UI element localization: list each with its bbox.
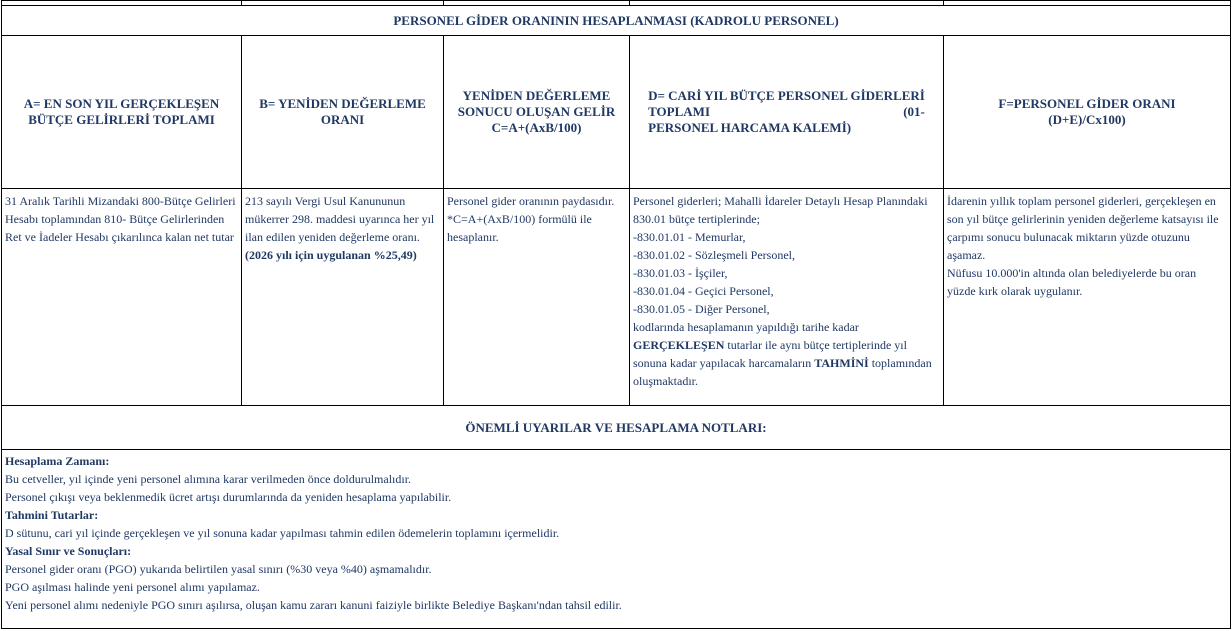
cell-d xyxy=(630,189,944,406)
header-f xyxy=(944,36,1231,189)
notes-title-row xyxy=(2,406,1231,450)
header-b: B= YENİDEN DEĞERLEME ORANI xyxy=(242,36,444,189)
cell-f-p2: Nüfusu 10.000'in altında olan belediyelerde bu oran yüzde kırk olarak uygulanır. xyxy=(947,266,1197,298)
cell-d-item-4: -830.01.04 - Geçici Personel, xyxy=(633,284,774,298)
cell-f xyxy=(944,189,1231,406)
notes-body xyxy=(2,450,1231,629)
notes-legal-line-1: Personel gider oranı (PGO) yukarıda belirtilen yasal sınırı (%30 veya %40) aşmamalıdır. xyxy=(5,562,432,576)
notes-legal-line-3: Yeni personel alımı nedeniyle PGO sınırı aşılırsa, oluşan kamu zararı kanuni faiziyle birlikte Belediye Başkanı'ndan tahsil edilir. xyxy=(5,598,622,612)
cell-c-line2: *C=A+(AxB/100) formülü ile hesaplanır. xyxy=(447,212,592,244)
cell-b-bold: (2026 yılı için uygulanan %25,49) xyxy=(245,248,417,262)
cell-d-item-3: -830.01.03 - İşçiler, xyxy=(633,266,728,280)
cell-c xyxy=(444,189,630,406)
header-c-line1: YENİDEN DEĞERLEME SONUCU OLUŞAN GELİR xyxy=(457,88,616,119)
cell-d-item-2: -830.01.02 - Sözleşmeli Personel, xyxy=(633,248,795,262)
notes-title: ÖNEMLİ UYARILAR VE HESAPLAMA NOTLARI: xyxy=(2,406,1231,450)
cell-d-item-5: -830.01.05 - Diğer Personel, xyxy=(633,302,770,316)
notes-section-legal-title: Yasal Sınır ve Sonuçları: xyxy=(5,544,132,558)
header-d-line2 xyxy=(648,104,925,120)
cell-d-bold-realized: GERÇEKLEŞEN xyxy=(633,338,725,352)
header-c-line2: C=A+(AxB/100) xyxy=(491,120,582,135)
cell-d-intro: Personel giderleri; Mahalli İdareler Detaylı Hesap Planındaki 830.01 bütçe tertiplerinde; xyxy=(633,194,928,226)
header-d-line3: PERSONEL HARCAMA KALEMİ) xyxy=(648,120,852,135)
header-a: A= EN SON YIL GERÇEKLEŞEN BÜTÇE GELİRLERİ TOPLAMI xyxy=(2,36,242,189)
cell-b xyxy=(242,189,444,406)
header-f-line1: F=PERSONEL GİDER ORANI xyxy=(998,96,1176,111)
notes-section-timing-title: Hesaplama Zamanı: xyxy=(5,454,110,468)
header-d-line2a: TOPLAMI xyxy=(648,104,711,119)
cell-d-paragraph xyxy=(633,338,932,388)
cell-d-tail2: tutarlar ile aynı bütçe tertiplerinde yıl sonuna kadar yapılacak harcamaların xyxy=(633,338,907,370)
notes-timing-line-1: Bu cetveller, yıl içinde yeni personel alımına karar verilmeden önce doldurulmalıdır. xyxy=(5,472,412,486)
header-row xyxy=(2,36,1231,189)
cell-d-item-1: -830.01.01 - Memurlar, xyxy=(633,230,746,244)
cell-f-p1: İdarenin yıllık toplam personel giderleri, gerçekleşen en son yıl bütçe gelirlerinin yeniden değerleme katsayısı ile çarpımı sonucu bulunacak miktarın yüzde otuzunu aşamaz. xyxy=(947,194,1219,262)
notes-row xyxy=(2,450,1231,629)
notes-legal-line-2: PGO aşılması halinde yeni personel alımı yapılamaz. xyxy=(5,580,260,594)
table-title: PERSONEL GİDER ORANININ HESAPLANMASI (KADROLU PERSONEL) xyxy=(2,6,1231,36)
header-d-block xyxy=(648,88,925,136)
notes-estimates-line-1: D sütunu, cari yıl içinde gerçekleşen ve yıl sonuna kadar yapılması tahmin edilen ödemelerin toplamını içermelidir. xyxy=(5,526,560,540)
notes-timing-line-2: Personel çıkışı veya beklenmedik ücret artışı durumlarında da yeniden hesaplama yapılabilir. xyxy=(5,490,452,504)
cell-d-tail3: toplamından oluşmaktadır. xyxy=(633,356,932,388)
cell-d-bold-estimated: TAHMİNİ xyxy=(814,356,869,370)
notes-section-estimates-title: Tahmini Tutarlar: xyxy=(5,508,99,522)
cell-c-line1: Personel gider oranının paydasıdır. xyxy=(447,194,615,208)
header-f-line2: (D+E)/Cx100) xyxy=(1048,112,1126,127)
personnel-expense-table xyxy=(1,0,1231,629)
cell-a: 31 Aralık Tarihli Mizandaki 800-Bütçe Gelirleri Hesabı toplamından 810- Bütçe Gelirlerinden Ret ve İadeler Hesabı çıkarılınca kalan net tutar xyxy=(2,189,242,406)
cell-d-tail1: kodlarında hesaplamanın yapıldığı tarihe kadar xyxy=(633,320,859,334)
title-row xyxy=(2,6,1231,36)
header-d-line2b: (01- xyxy=(903,104,925,119)
header-c xyxy=(444,36,630,189)
header-d xyxy=(630,36,944,189)
description-row xyxy=(2,189,1231,406)
header-d-line1: D= CARİ YIL BÜTÇE PERSONEL GİDERLERİ xyxy=(648,88,925,103)
cell-b-text: 213 sayılı Vergi Usul Kanununun mükerrer 298. maddesi uyarınca her yıl ilan edilen yeniden değerleme oranı. xyxy=(245,194,435,244)
